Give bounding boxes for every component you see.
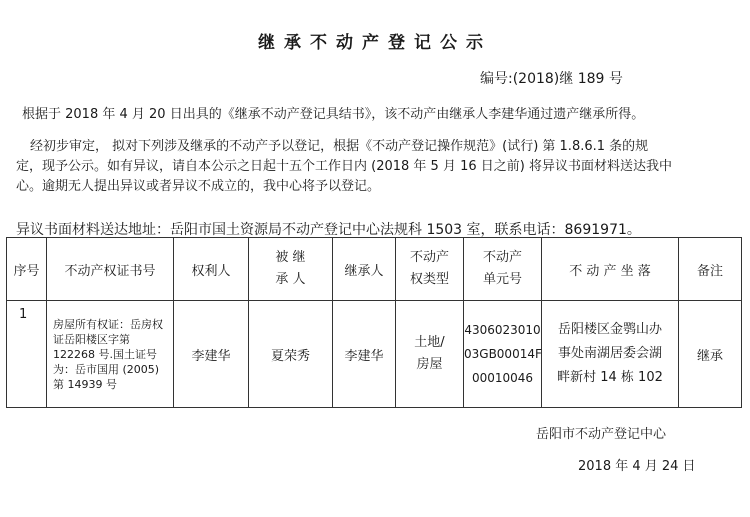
header-heir-from: 被 继 承 人: [249, 238, 333, 301]
cell-seq: 1: [7, 301, 47, 408]
header-right-type: 不动产 权类型: [396, 238, 464, 301]
paragraph-review-1: 经初步审定， 拟对下列涉及继承的不动产予以登记，根据《不动产登记操作规范》(试行) 第 1.8.6.1 条的规: [30, 139, 649, 154]
cell-holder: 李建华: [174, 301, 249, 408]
document-number: 编号:(2018)继 189 号: [480, 71, 623, 87]
cell-location: 岳阳楼区金鹗山办 事处南湖居委会湖 畔新村 14 栋 102: [542, 301, 679, 408]
header-location: 不 动 产 坐 落: [542, 238, 679, 301]
cell-note: 继承: [679, 301, 742, 408]
paragraph-basis: 根据于 2018 年 4 月 20 日出具的《继承不动产登记具结书》，该不动产由继承人李建华通过遗产继承所得。: [22, 107, 645, 122]
cell-heir: 李建华: [333, 301, 396, 408]
paragraph-review-2: 定，现予公示。如有异议，请自本公示之日起十五个工作日内 (2018 年 5 月 16 日之前) 将异议书面材料送达我中: [16, 159, 672, 174]
cell-right-type: 土地/ 房屋: [396, 301, 464, 408]
objection-address: 异议书面材料送达地址：岳阳市国土资源局不动产登记中心法规科 1503 室，联系电话：8691971。: [16, 222, 641, 238]
issuer-name: 岳阳市不动产登记中心: [536, 427, 667, 442]
header-cert: 不动产权证书号: [47, 238, 174, 301]
cell-unit-number: 4306023010 03GB00014F 00010046: [464, 301, 542, 408]
paragraph-review-3: 心。逾期无人提出异议或者异议不成立的，我中心将予以登记。: [16, 179, 381, 194]
table-header-row: [7, 238, 742, 301]
header-seq: 序号: [7, 238, 47, 301]
issue-date: 2018 年 4 月 24 日: [578, 459, 696, 474]
table-row: [7, 301, 742, 408]
cell-cert: 房屋所有权证：岳房权证岳阳楼区字第 122268 号.国土证号为：岳市国用 (2005) 第 14939 号: [47, 301, 174, 408]
registration-table: [6, 237, 742, 408]
cell-heir-from: 夏荣秀: [249, 301, 333, 408]
header-holder: 权利人: [174, 238, 249, 301]
header-note: 备注: [679, 238, 742, 301]
page-title: 继承不动产登记公示: [258, 33, 492, 53]
header-unit-number: 不动产 单元号: [464, 238, 542, 301]
header-heir: 继承人: [333, 238, 396, 301]
